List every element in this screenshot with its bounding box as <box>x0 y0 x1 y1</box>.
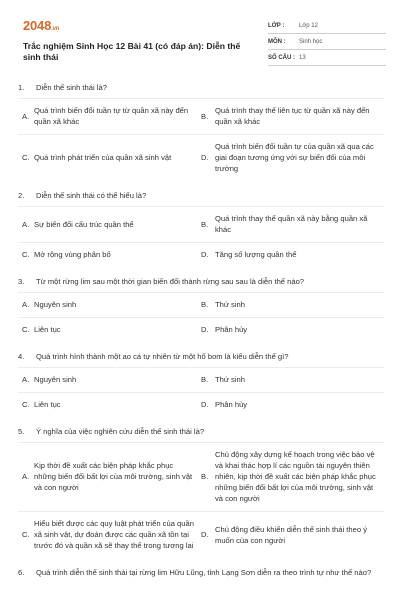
option-text: Chủ động điều khiển diễn thế sinh thái theo ý muốn của con người <box>215 524 367 545</box>
question-6 <box>18 565 384 583</box>
question-number: 1. <box>18 83 25 92</box>
option-a[interactable] <box>18 219 201 230</box>
question-text: Diễn thế sinh thái là? <box>36 83 107 92</box>
question-text: Quá trình hình thành một ao cá tự nhiên từ một hố bom là kiểu diễn thế gì? <box>36 352 289 361</box>
option-text: Quá trình phát triển của quần xã sinh vật <box>34 153 172 162</box>
meta-value: 13 <box>299 54 306 61</box>
option-letter: A. <box>22 219 30 229</box>
option-letter: C. <box>22 400 30 409</box>
option-letter: A. <box>22 375 30 384</box>
question-line <box>18 274 384 292</box>
option-row <box>18 392 384 417</box>
option-d[interactable] <box>201 524 384 546</box>
question-text: Diễn thế sinh thái có thể hiểu là? <box>36 191 147 200</box>
option-d[interactable] <box>201 324 384 335</box>
option-letter: B. <box>201 472 209 481</box>
option-letter: A. <box>22 300 30 309</box>
question-3 <box>18 274 384 342</box>
option-text: Phân hủy <box>215 325 248 334</box>
question-text: Từ một rừng lim sau một thời gian biến đổi thành rừng sau sau là diễn thế nào? <box>36 277 305 286</box>
option-letter: D. <box>201 153 209 162</box>
question-4 <box>18 349 384 417</box>
option-letter: C. <box>22 250 30 259</box>
option-d[interactable] <box>201 399 384 410</box>
question-number: 4. <box>18 352 25 361</box>
option-row <box>18 292 384 317</box>
document-title: Trắc nghiệm Sinh Học 12 Bài 41 (có đáp án): Diễn thế sinh thái <box>23 41 241 62</box>
option-row <box>18 367 384 392</box>
option-text: Kịp thời đề xuất các biện pháp khắc phục những biến đổi bất lợi của môi trường, sinh vật và con người <box>34 461 193 492</box>
meta-key: LỚP : <box>268 22 285 29</box>
option-letter: A. <box>22 472 30 481</box>
question-number: 5. <box>18 427 25 436</box>
option-text: Hiểu biết được các quy luật phát triển của quần xã sinh vật, dự đoán được các quần xã tồn tại trước đó và quần xã sẽ thay thế trong tương lai <box>34 519 194 550</box>
logo-suffix[interactable]: .vn <box>51 26 60 32</box>
option-text: Quá trình biến đổi tuần tự của quần xã qua các giai đoạn tương ứng với sự biến đổi của môi trường <box>215 142 374 173</box>
meta-value: Lớp 12 <box>299 22 318 29</box>
option-c[interactable] <box>18 152 201 163</box>
option-row <box>18 98 384 134</box>
option-b[interactable] <box>201 105 384 127</box>
option-text: Liên tục <box>34 400 61 409</box>
option-letter: C. <box>22 530 30 539</box>
option-letter: B. <box>201 111 209 121</box>
option-letter: B. <box>201 300 209 309</box>
option-a[interactable] <box>18 299 201 310</box>
question-5 <box>18 424 384 558</box>
option-text: Nguyên sinh <box>34 300 77 309</box>
option-letter: B. <box>201 219 209 229</box>
option-row <box>18 206 384 242</box>
question-line <box>18 188 384 206</box>
meta-table <box>268 18 386 66</box>
option-text: Quá trình thay thế liên tục từ quần xã này đến quần xã khác <box>215 106 370 126</box>
question-line <box>18 80 384 98</box>
meta-key: MÔN : <box>268 38 286 45</box>
option-text: Quá trình thay thế quần xã này bằng quần xã khác <box>215 214 368 234</box>
option-text: Nguyên sinh <box>34 375 77 384</box>
option-a[interactable] <box>18 460 201 493</box>
question-list <box>18 80 384 590</box>
option-b[interactable] <box>201 449 384 504</box>
question-number: 2. <box>18 191 25 200</box>
option-letter: B. <box>201 375 209 384</box>
option-text: Quá trình biến đổi tuần tự từ quần xã này đến quần xã khác <box>34 106 189 126</box>
logo-text[interactable]: 2048 <box>23 18 52 33</box>
option-c[interactable] <box>18 324 201 335</box>
question-line <box>18 424 384 442</box>
option-row <box>18 242 384 267</box>
option-text: Tăng số lượng quần thể <box>215 250 297 259</box>
option-letter: D. <box>201 530 209 539</box>
question-text: Ý nghĩa của việc nghiên cứu diễn thế sinh thái là? <box>36 427 205 436</box>
option-text: Chủ động xây dựng kế hoạch trong việc bảo vệ và khai thác hợp lí các nguồn tài nguyên thiên nhiên, kịp thời đề xuất các biện pháp khắc phục những biến đổi bất lợi của môi trường, sinh vật và con người <box>215 450 376 503</box>
option-row <box>18 442 384 511</box>
meta-row-subject <box>268 34 386 50</box>
option-text: Sự biến đổi cấu trúc quần thể <box>34 219 134 229</box>
option-c[interactable] <box>18 249 201 260</box>
option-row <box>18 317 384 342</box>
option-d[interactable] <box>201 141 384 174</box>
question-text: Quá trình diễn thế sinh thái tại rừng lim Hữu Lũng, tỉnh Lạng Sơn diễn ra theo trình tự như thế nào? <box>36 568 372 577</box>
option-letter: C. <box>22 325 30 334</box>
document-header <box>14 12 386 69</box>
question-1 <box>18 80 384 181</box>
question-number: 6. <box>18 568 25 577</box>
option-c[interactable] <box>18 518 201 551</box>
meta-key: SỐ CÂU : <box>268 54 295 61</box>
question-line <box>18 349 384 367</box>
meta-row-count <box>268 50 386 66</box>
option-row <box>18 134 384 181</box>
meta-value: Sinh học <box>299 38 323 45</box>
meta-row-grade <box>268 18 386 34</box>
option-text: Phân hủy <box>215 400 248 409</box>
question-2 <box>18 188 384 267</box>
option-a[interactable] <box>18 374 201 385</box>
option-text: Liên tục <box>34 325 61 334</box>
option-b[interactable] <box>201 299 384 310</box>
question-number: 3. <box>18 277 25 286</box>
option-c[interactable] <box>18 399 201 410</box>
option-b[interactable] <box>201 213 384 235</box>
option-letter: C. <box>22 153 30 162</box>
question-line <box>18 565 384 583</box>
option-letter: D. <box>201 400 209 409</box>
option-letter: D. <box>201 250 209 259</box>
option-text: Thứ sinh <box>215 300 245 309</box>
option-letter: D. <box>201 325 209 334</box>
option-b[interactable] <box>201 374 384 385</box>
option-text: Mở rộng vùng phân bố <box>34 250 111 259</box>
option-text: Thứ sinh <box>215 375 245 384</box>
option-row <box>18 511 384 558</box>
option-a[interactable] <box>18 105 201 127</box>
option-letter: A. <box>22 111 30 121</box>
option-d[interactable] <box>201 249 384 260</box>
site-logo[interactable] <box>23 18 59 33</box>
